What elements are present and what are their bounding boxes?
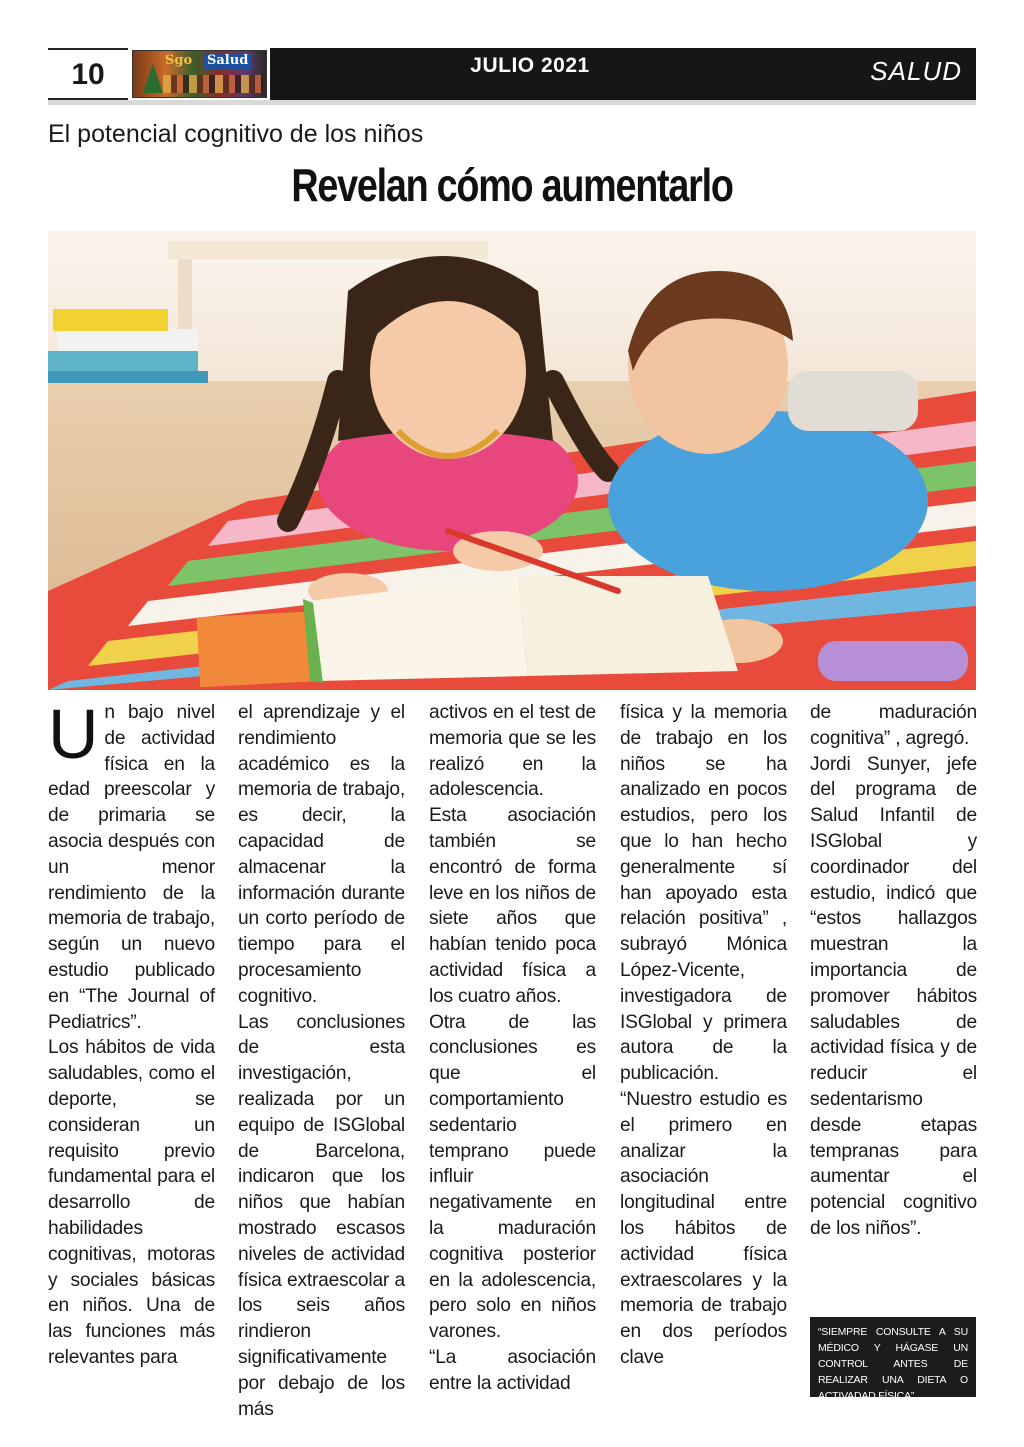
paragraph: Jordi Sunyer, jefe del programa de Salud Infantil de ISGlobal y coordinador del estudio, indicó que “estos hallazgos muestran la importancia de promover hábitos saludables de actividad física y de reducir el sedentarismo desde etapas tempranas para aumentar el potencial cognitivo de los niños”. (810, 753, 977, 1239)
paragraph: Esta asociación también se encontró de forma leve en los niños de siete años que habían tenido poca actividad física a los cuatro años. (429, 805, 596, 1007)
book (53, 309, 168, 331)
paragraph: de maduración cognitiva” , agregó. (810, 702, 977, 749)
page-header (48, 48, 976, 105)
paragraph: Otra de las conclusiones es que el comportamiento sedentario temprano puede influir negativamente en la maduración cognitiva posterior en la adolescencia, pero solo en niños varones. (429, 1011, 596, 1343)
logo-photo-strip (163, 75, 263, 93)
magazine-logo (132, 50, 267, 98)
paragraph: Los hábitos de vida saludables, como el deporte, se consideran un requisito previo fundamental para el desarrollo de habilidades cognitivas, motoras y sociales básicas en niños. Una de las funciones más relevantes para (48, 1037, 215, 1368)
article-photo (48, 231, 976, 690)
paragraph: “Nuestro estudio es el primero en analizar la asociación longitudinal entre los hábitos de actividad física extraescolares y la memoria de trabajo en dos períodos clave (620, 1088, 787, 1368)
paragraph: “La asociación entre la actividad (429, 1346, 596, 1394)
section-name: SALUD (870, 56, 962, 86)
article-headline: Revelan cómo aumentarlo (291, 159, 733, 211)
paragraph: activos en el test de memoria que se les realizó en la adolescencia. (429, 702, 596, 801)
column-4 (620, 700, 787, 1371)
page-number: 10 (48, 48, 128, 100)
book (48, 371, 208, 383)
drop-cap: U (48, 695, 99, 773)
column-2 (238, 700, 405, 1422)
paragraph: Las conclusiones de esta investigación, realizada por un equipo de ISGlobal de Barcelona, indicaron que los niños que habían mostrado escasos niveles de actividad física extraescolar a los seis años rindieron significativamente por debajo de los más (238, 1011, 405, 1420)
column-5 (810, 700, 977, 1242)
logo-text-right: Salud (203, 53, 252, 69)
health-disclaimer-box: “SIEMPRE CONSULTE A SU MÉDICO Y HÁGASE UN CONTROL ANTES DE REALIZAR UNA DIETA O ACTIVADAD FÍSICA” (810, 1317, 976, 1397)
issue-date: JULIO 2021 (470, 54, 590, 77)
article-body (48, 695, 977, 1420)
children-reading-illustration (48, 231, 976, 690)
article-kicker: El potencial cognitivo de los niños (48, 120, 424, 148)
paragraph: n bajo nivel de actividad física en la edad preescolar y de primaria se asocia después con un menor rendimiento de la memoria de trabajo, según un nuevo estudio publicado en “The Journal of Pediatrics”. (48, 702, 215, 1033)
tree-icon (143, 63, 163, 93)
column-1 (48, 695, 215, 1371)
purple-toy (818, 641, 968, 681)
column-3 (429, 700, 596, 1397)
paragraph: física y la memoria de trabajo en los niños se ha analizado en pocos estudios, pero los que lo han hecho generalmente sí han apoyado esta relación positiva” , subrayó Mónica López-Vicente, investigadora de ISGlobal y primera autora de la publicación. (620, 702, 787, 1085)
header-bar (270, 48, 976, 100)
book (58, 329, 198, 351)
paragraph: el aprendizaje y el rendimiento académico es la memoria de trabajo, es decir, la capacidad de almacenar la información durante un corto período de tiempo para el procesamiento cognitivo. (238, 702, 405, 1007)
book-stack (48, 351, 198, 373)
logo-text-left: Sgo (165, 53, 193, 68)
